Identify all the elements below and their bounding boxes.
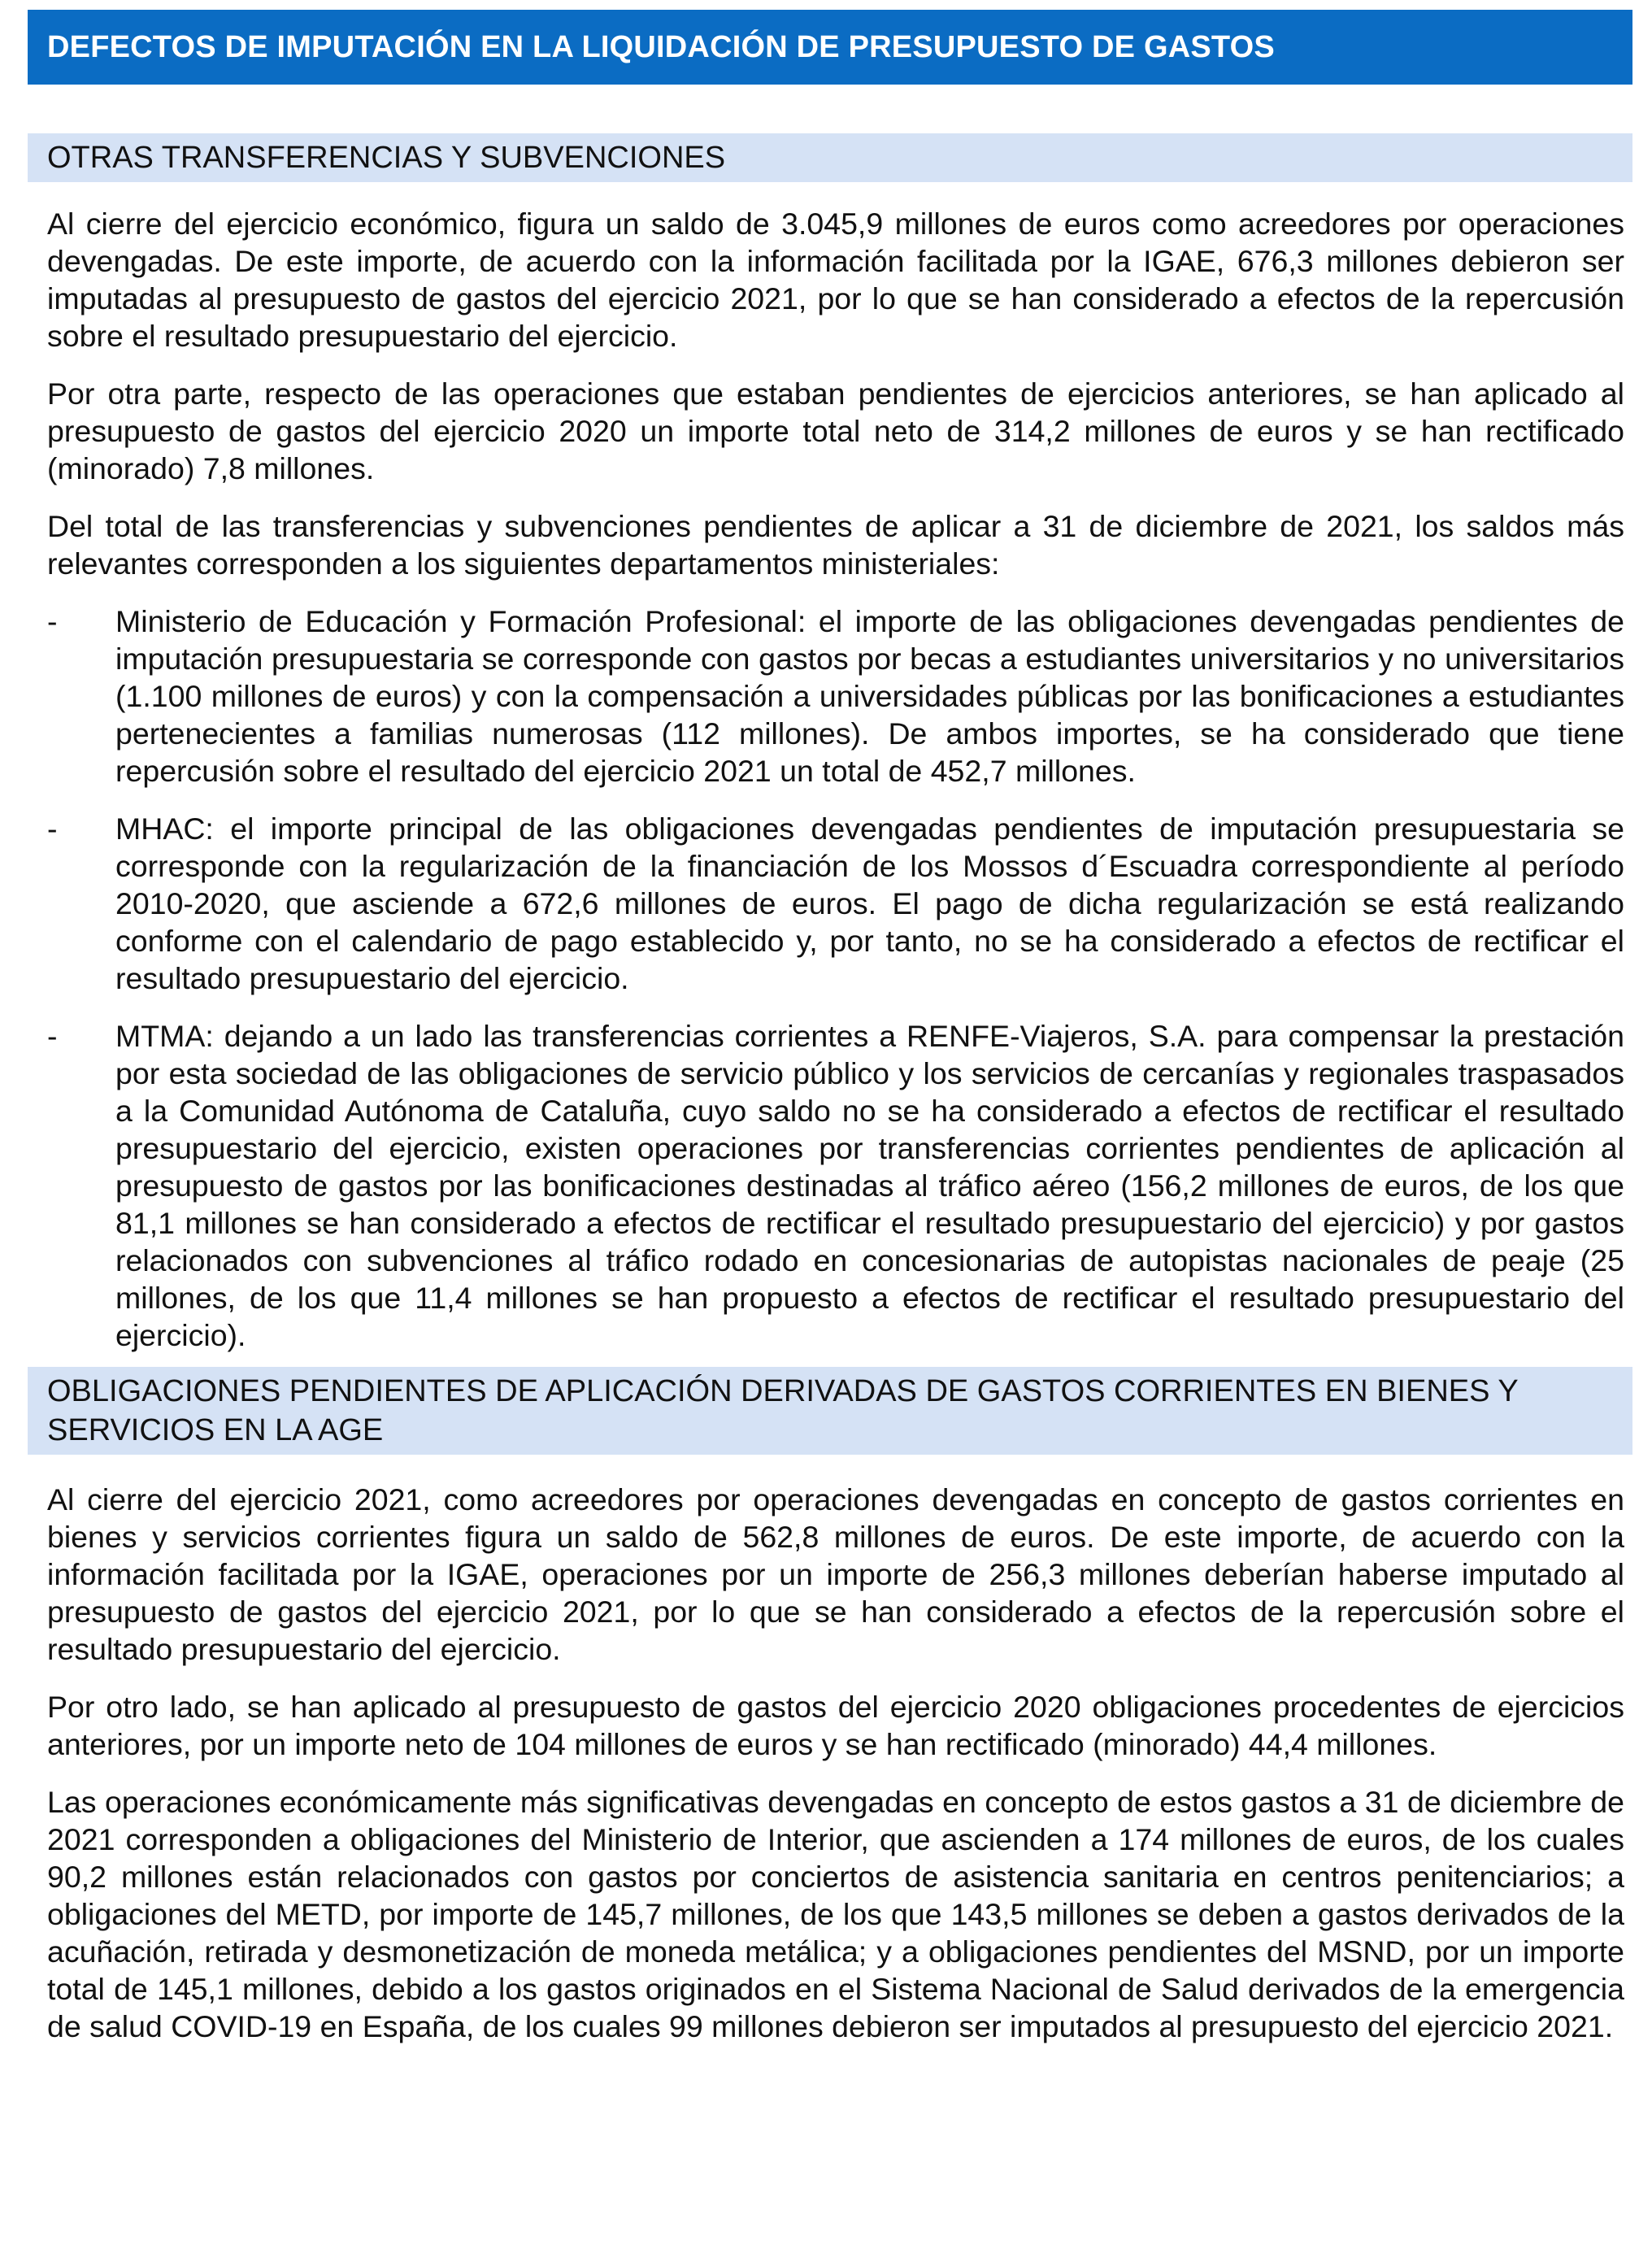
list-item [47, 810, 1624, 997]
page-title: DEFECTOS DE IMPUTACIÓN EN LA LIQUIDACIÓN DE PRESUPUESTO DE GASTOS [28, 10, 1632, 85]
list-item-text: Ministerio de Educación y Formación Profesional: el importe de las obligaciones devengadas pendientes de imputación presupuestaria se corresponde con gastos por becas a estudiantes universitarios y no universitarios (1.100 millones de euros) y con la compensación a universidades públicas por las bonificaciones a estudiantes pertenecientes a familias numerosas (112 millones). De ambos importes, se ha considerado que tiene repercusión sobre el resultado del ejercicio 2021 un total de 452,7 millones. [115, 604, 1624, 788]
paragraph: Las operaciones económicamente más significativas devengadas en concepto de estos gastos a 31 de diciembre de 2021 corresponden a obligaciones del Ministerio de Interior, que ascienden a 174 millones de euros, de los cuales 90,2 millones están relacionados con gastos por conciertos de asistencia sanitaria en centros penitenciarios; a obligaciones del METD, por importe de 145,7 millones, de los que 143,5 millones se deben a gastos derivados de la acuñación, retirada y desmonetización de moneda metálica; y a obligaciones pendientes del MSND, por un importe total de 145,1 millones, debido a los gastos originados en el Sistema Nacional de Salud derivados de la emergencia de salud COVID-19 en España, de los cuales 99 millones debieron ser imputados al presupuesto del ejercicio 2021. [47, 1785, 1624, 2043]
list-bullet: - [47, 812, 58, 846]
paragraph: Por otro lado, se han aplicado al presupuesto de gastos del ejercicio 2020 obligaciones procedentes de ejercicios anteriores, por un importe neto de 104 millones de euros y se han rectificado (minorado) 44,4 millones. [47, 1690, 1624, 1761]
list-item [47, 1017, 1624, 1354]
paragraph: Al cierre del ejercicio 2021, como acreedores por operaciones devengadas en concepto de gastos corrientes en bienes y servicios corrientes figura un saldo de 562,8 millones de euros. De este importe, de acuerdo con la información facilitada por la IGAE, operaciones por un importe de 256,3 millones deberían haberse imputado al presupuesto de gastos del ejercicio 2021, por lo que se han considerado a efectos de la repercusión sobre el resultado presupuestario del ejercicio. [47, 1482, 1624, 1666]
list-item [47, 603, 1624, 790]
document-page [0, 10, 1652, 2267]
section-body-transferencias [28, 205, 1632, 1354]
paragraph: Por otra parte, respecto de las operaciones que estaban pendientes de ejercicios anteriores, se han aplicado al presupuesto de gastos del ejercicio 2020 un importe total neto de 314,2 millones de euros y se han rectificado (minorado) 7,8 millones. [47, 376, 1624, 485]
list-item-text: MTMA: dejando a un lado las transferencias corrientes a RENFE-Viajeros, S.A. para compensar la prestación por esta sociedad de las obligaciones de servicio público y los servicios de cercanías y regionales traspasados a la Comunidad Autónoma de Cataluña, cuyo saldo no se ha considerado a efectos de rectificar el resultado presupuestario del ejercicio, existen operaciones por transferencias corrientes pendientes de aplicación al presupuesto de gastos por las bonificaciones destinadas al tráfico aéreo (156,2 millones de euros, de los que 81,1 millones se han considerado a efectos de rectificar el resultado presupuestario del ejercicio) y por gastos relacionados con subvenciones al tráfico rodado en concesionarias de autopistas nacionales de peaje (25 millones, de los que 11,4 millones se han propuesto a efectos de rectificar el resultado presupuestario del ejercicio). [115, 1019, 1624, 1352]
section-header-transferencias: OTRAS TRANSFERENCIAS Y SUBVENCIONES [28, 133, 1632, 182]
list-bullet: - [47, 604, 58, 638]
section-header-obligaciones: OBLIGACIONES PENDIENTES DE APLICACIÓN DERIVADAS DE GASTOS CORRIENTES EN BIENES Y SERVICIOS EN LA AGE [28, 1367, 1632, 1455]
list-item-text: MHAC: el importe principal de las obligaciones devengadas pendientes de imputación presupuestaria se corresponde con la regularización de la financiación de los Mossos d´Escuadra correspondiente al período 2010-2020, que asciende a 672,6 millones de euros. El pago de dicha regularización se está realizando conforme con el calendario de pago establecido y, por tanto, no se ha considerado a efectos de rectificar el resultado presupuestario del ejercicio. [115, 812, 1624, 995]
list-bullet: - [47, 1019, 58, 1053]
section-body-obligaciones [28, 1481, 1632, 2045]
paragraph: Del total de las transferencias y subvenciones pendientes de aplicar a 31 de diciembre de 2021, los saldos más relevantes corresponden a los siguientes departamentos ministeriales: [47, 509, 1624, 581]
paragraph: Al cierre del ejercicio económico, figura un saldo de 3.045,9 millones de euros como acreedores por operaciones devengadas. De este importe, de acuerdo con la información facilitada por la IGAE, 676,3 millones debieron ser imputadas al presupuesto de gastos del ejercicio 2021, por lo que se han considerado a efectos de la repercusión sobre el resultado presupuestario del ejercicio. [47, 207, 1624, 353]
